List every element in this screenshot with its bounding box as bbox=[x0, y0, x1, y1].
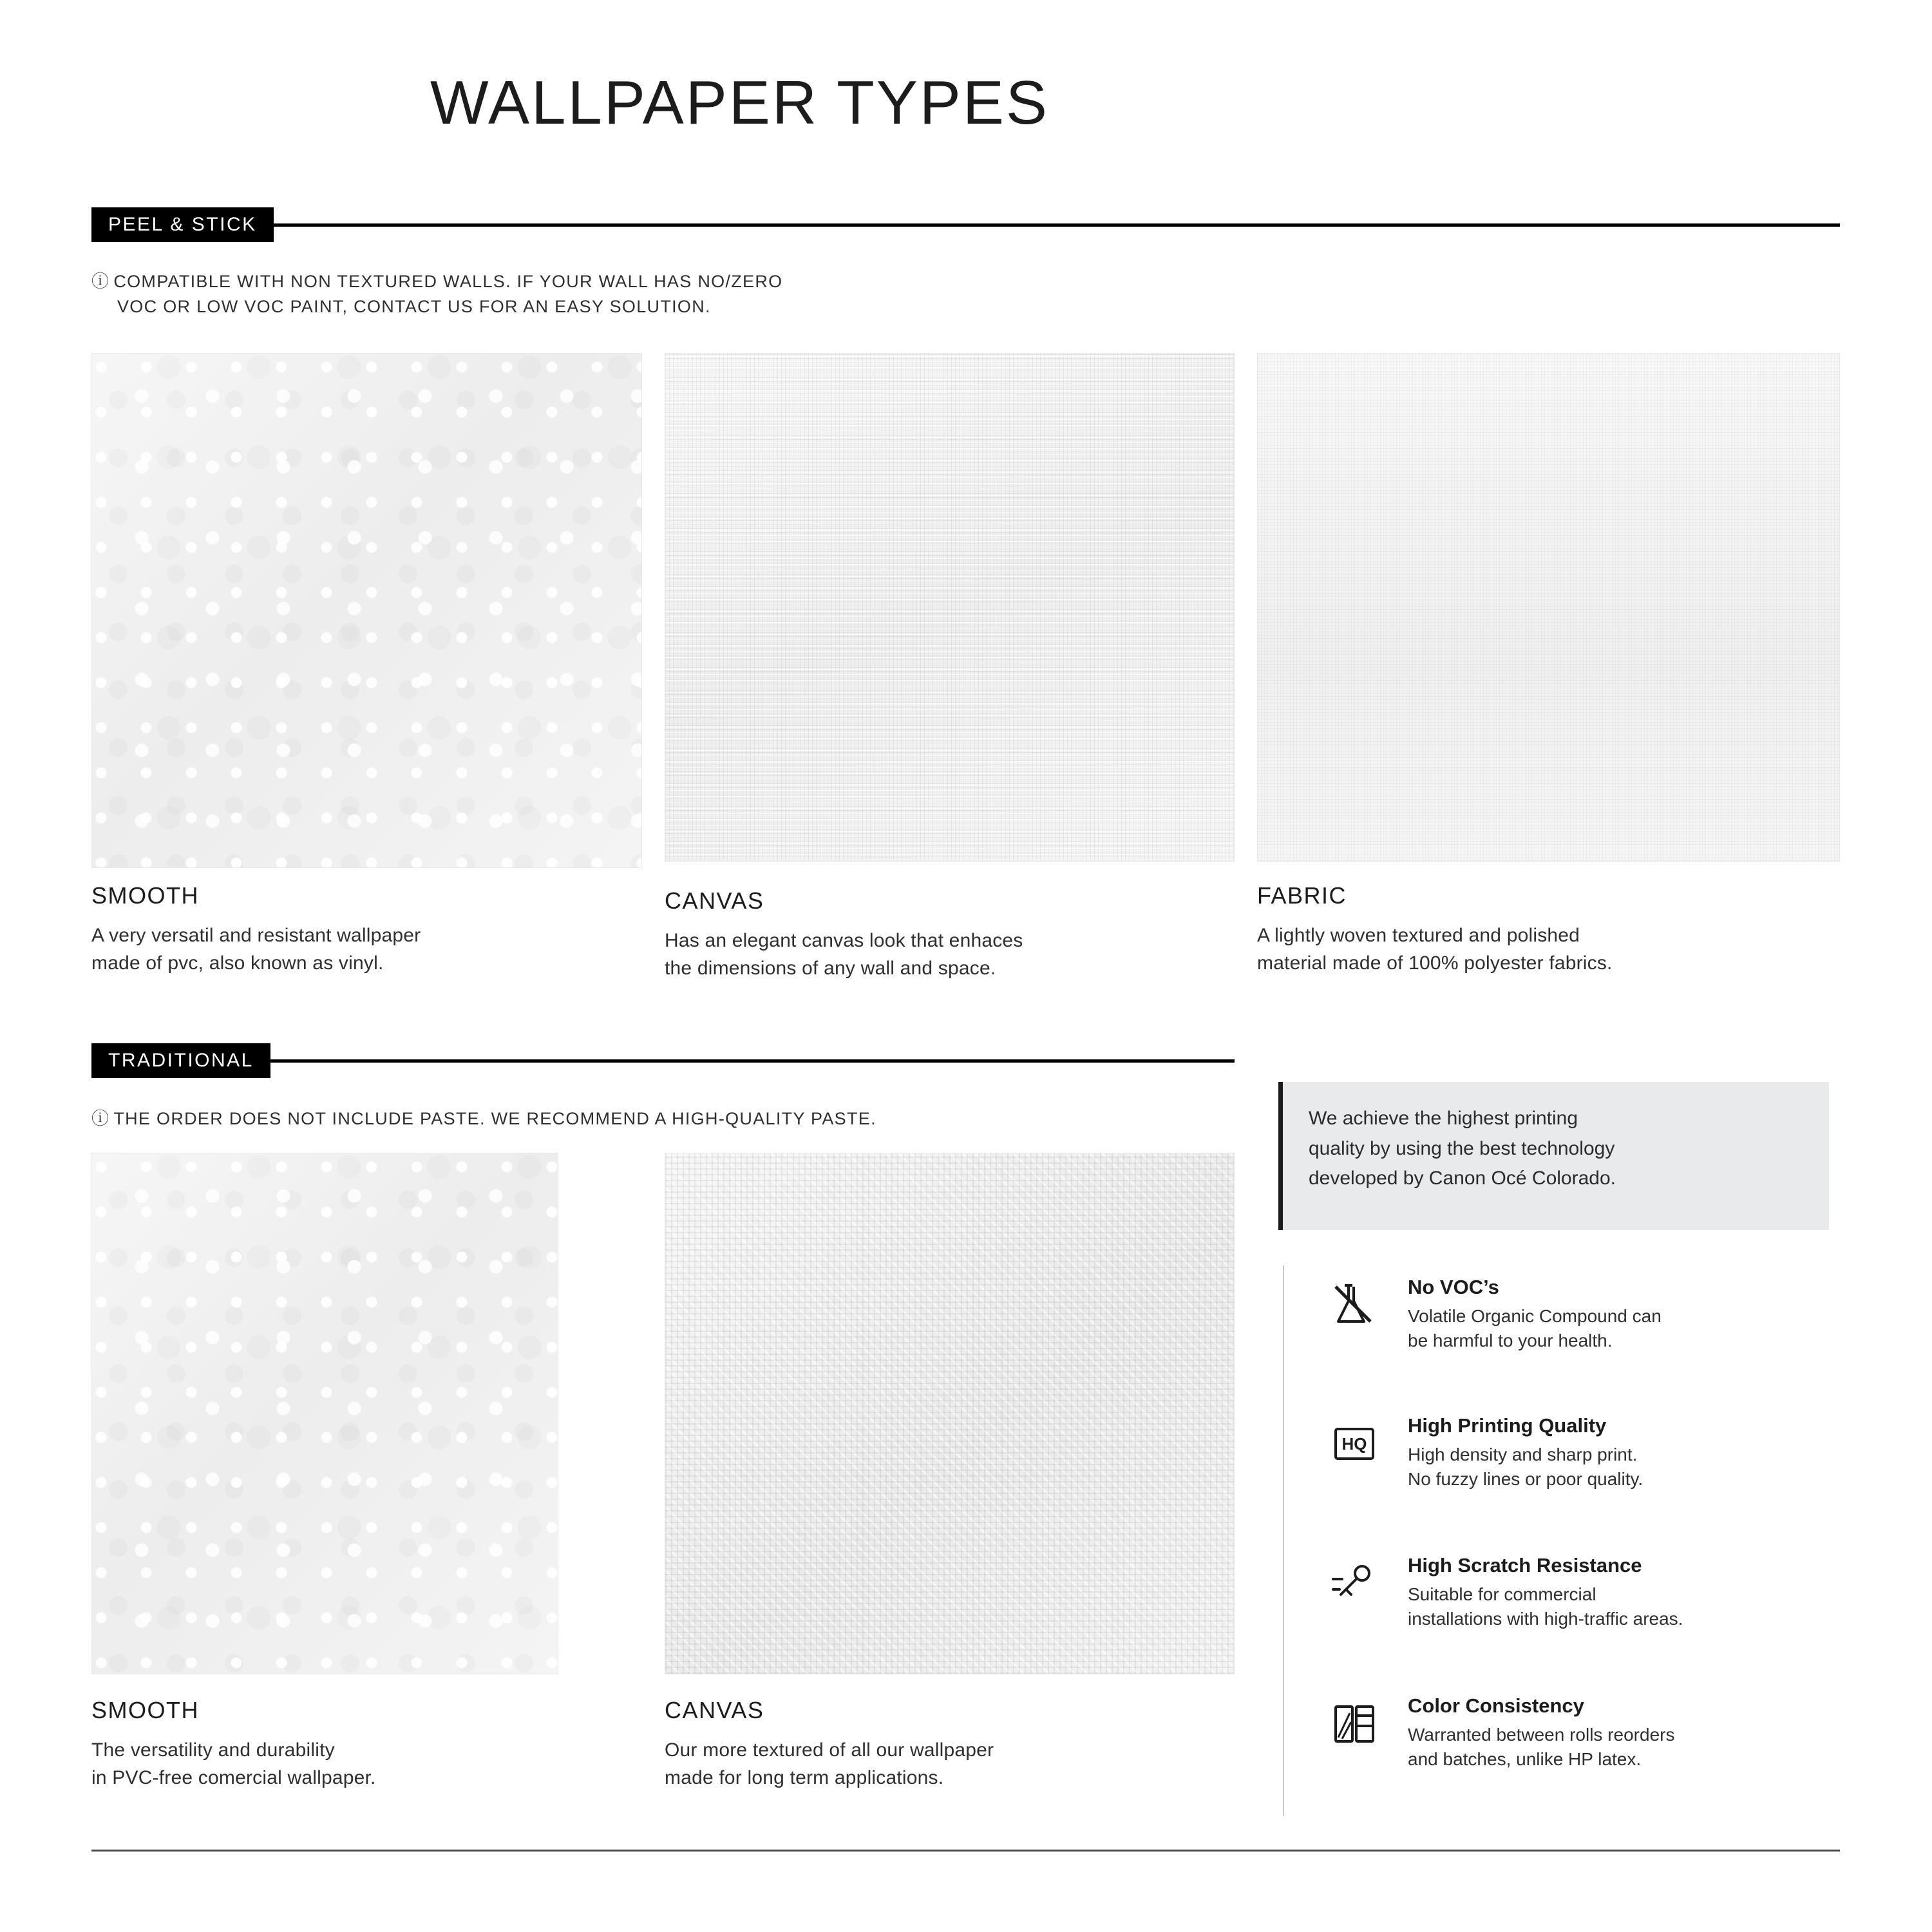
svg-text:HQ: HQ bbox=[1341, 1434, 1367, 1454]
traditional-note-line1: THE ORDER DOES NOT INCLUDE PASTE. WE RECOMMEND A HIGH-QUALITY PASTE. bbox=[113, 1109, 876, 1128]
card-desc-line1: The versatility and durability bbox=[91, 1739, 335, 1761]
feature-title: No VOC’s bbox=[1408, 1276, 1499, 1298]
section-rule bbox=[270, 1059, 1235, 1063]
hq-print-icon bbox=[1327, 1416, 1382, 1472]
printing-quality-statement bbox=[1278, 1082, 1829, 1230]
feature-color-consistency bbox=[1327, 1694, 1835, 1772]
card-desc-peel-smooth bbox=[91, 922, 626, 977]
footer-divider bbox=[91, 1850, 1840, 1852]
info-icon: ⓘ bbox=[91, 1109, 110, 1128]
feature-desc-line1: Warranted between rolls reorders bbox=[1408, 1725, 1675, 1745]
quality-line1: We achieve the highest printing bbox=[1309, 1108, 1578, 1129]
peel-stick-note-line2: VOC OR LOW VOC PAINT, CONTACT US FOR AN EASY SOLUTION. bbox=[117, 297, 711, 317]
section-tag-peel-stick: PEEL & STICK bbox=[91, 207, 274, 242]
section-tag-traditional: TRADITIONAL bbox=[91, 1043, 270, 1078]
feature-title: High Printing Quality bbox=[1408, 1414, 1607, 1437]
quality-line2: quality by using the best technology bbox=[1309, 1137, 1615, 1159]
card-title-peel-fabric: FABRIC bbox=[1257, 882, 1347, 909]
scratch-resistance-icon bbox=[1327, 1556, 1382, 1611]
feature-desc-line2: be harmful to your health. bbox=[1408, 1330, 1613, 1350]
swatch-traditional-smooth bbox=[91, 1153, 558, 1674]
swatch-peel-stick-canvas bbox=[665, 353, 1235, 862]
feature-no-voc bbox=[1327, 1275, 1835, 1353]
feature-desc bbox=[1408, 1304, 1835, 1353]
feature-desc bbox=[1408, 1723, 1835, 1772]
card-desc-line2: material made of 100% polyester fabrics. bbox=[1257, 952, 1613, 974]
swatch-peel-stick-smooth bbox=[91, 353, 642, 868]
card-desc-peel-canvas bbox=[665, 927, 1231, 982]
section-header-traditional bbox=[91, 1043, 1235, 1078]
section-header-peel-stick bbox=[91, 207, 1840, 242]
card-title-peel-smooth: SMOOTH bbox=[91, 882, 199, 909]
swatch-traditional-canvas bbox=[665, 1153, 1235, 1674]
feature-title: Color Consistency bbox=[1408, 1694, 1584, 1717]
card-title-traditional-canvas: CANVAS bbox=[665, 1697, 764, 1723]
feature-desc-line1: Volatile Organic Compound can bbox=[1408, 1306, 1662, 1327]
feature-high-printing-quality bbox=[1327, 1414, 1835, 1492]
card-desc-peel-fabric bbox=[1257, 922, 1840, 977]
feature-title: High Scratch Resistance bbox=[1408, 1554, 1642, 1577]
feature-desc-line1: High density and sharp print. bbox=[1408, 1444, 1638, 1465]
traditional-note bbox=[91, 1106, 1225, 1132]
feature-desc-line2: No fuzzy lines or poor quality. bbox=[1408, 1468, 1643, 1489]
card-desc-traditional-smooth bbox=[91, 1737, 626, 1792]
feature-list-divider bbox=[1283, 1265, 1284, 1816]
section-rule bbox=[274, 223, 1840, 227]
quality-line3: developed by Canon Océ Colorado. bbox=[1309, 1168, 1616, 1189]
swatch-peel-stick-fabric bbox=[1257, 353, 1840, 862]
feature-desc bbox=[1408, 1443, 1835, 1492]
card-desc-line2: made for long term applications. bbox=[665, 1766, 944, 1788]
card-desc-line2: the dimensions of any wall and space. bbox=[665, 957, 996, 979]
card-desc-line1: Our more textured of all our wallpaper bbox=[665, 1739, 994, 1761]
peel-stick-note-line1: COMPATIBLE WITH NON TEXTURED WALLS. IF YOUR WALL HAS NO/ZERO bbox=[113, 272, 783, 291]
color-consistency-icon bbox=[1327, 1696, 1382, 1752]
card-desc-line1: Has an elegant canvas look that enhaces bbox=[665, 930, 1023, 951]
feature-desc-line2: and batches, unlike HP latex. bbox=[1408, 1748, 1642, 1769]
card-title-peel-canvas: CANVAS bbox=[665, 887, 764, 914]
peel-stick-note bbox=[91, 269, 1186, 319]
card-title-traditional-smooth: SMOOTH bbox=[91, 1697, 199, 1723]
card-desc-line2: made of pvc, also known as vinyl. bbox=[91, 952, 384, 974]
card-desc-line1: A very versatil and resistant wallpaper bbox=[91, 925, 421, 946]
feature-desc-line1: Suitable for commercial bbox=[1408, 1584, 1596, 1605]
card-desc-line1: A lightly woven textured and polished bbox=[1257, 925, 1580, 946]
no-voc-icon bbox=[1327, 1278, 1382, 1333]
info-icon: ⓘ bbox=[91, 272, 110, 291]
card-desc-line2: in PVC-free comercial wallpaper. bbox=[91, 1766, 376, 1788]
page-title: WALLPAPER TYPES bbox=[430, 68, 1049, 137]
feature-desc-line2: installations with high-traffic areas. bbox=[1408, 1608, 1683, 1629]
card-desc-traditional-canvas bbox=[665, 1737, 1231, 1792]
feature-desc bbox=[1408, 1582, 1835, 1631]
feature-high-scratch-resistance bbox=[1327, 1553, 1835, 1631]
